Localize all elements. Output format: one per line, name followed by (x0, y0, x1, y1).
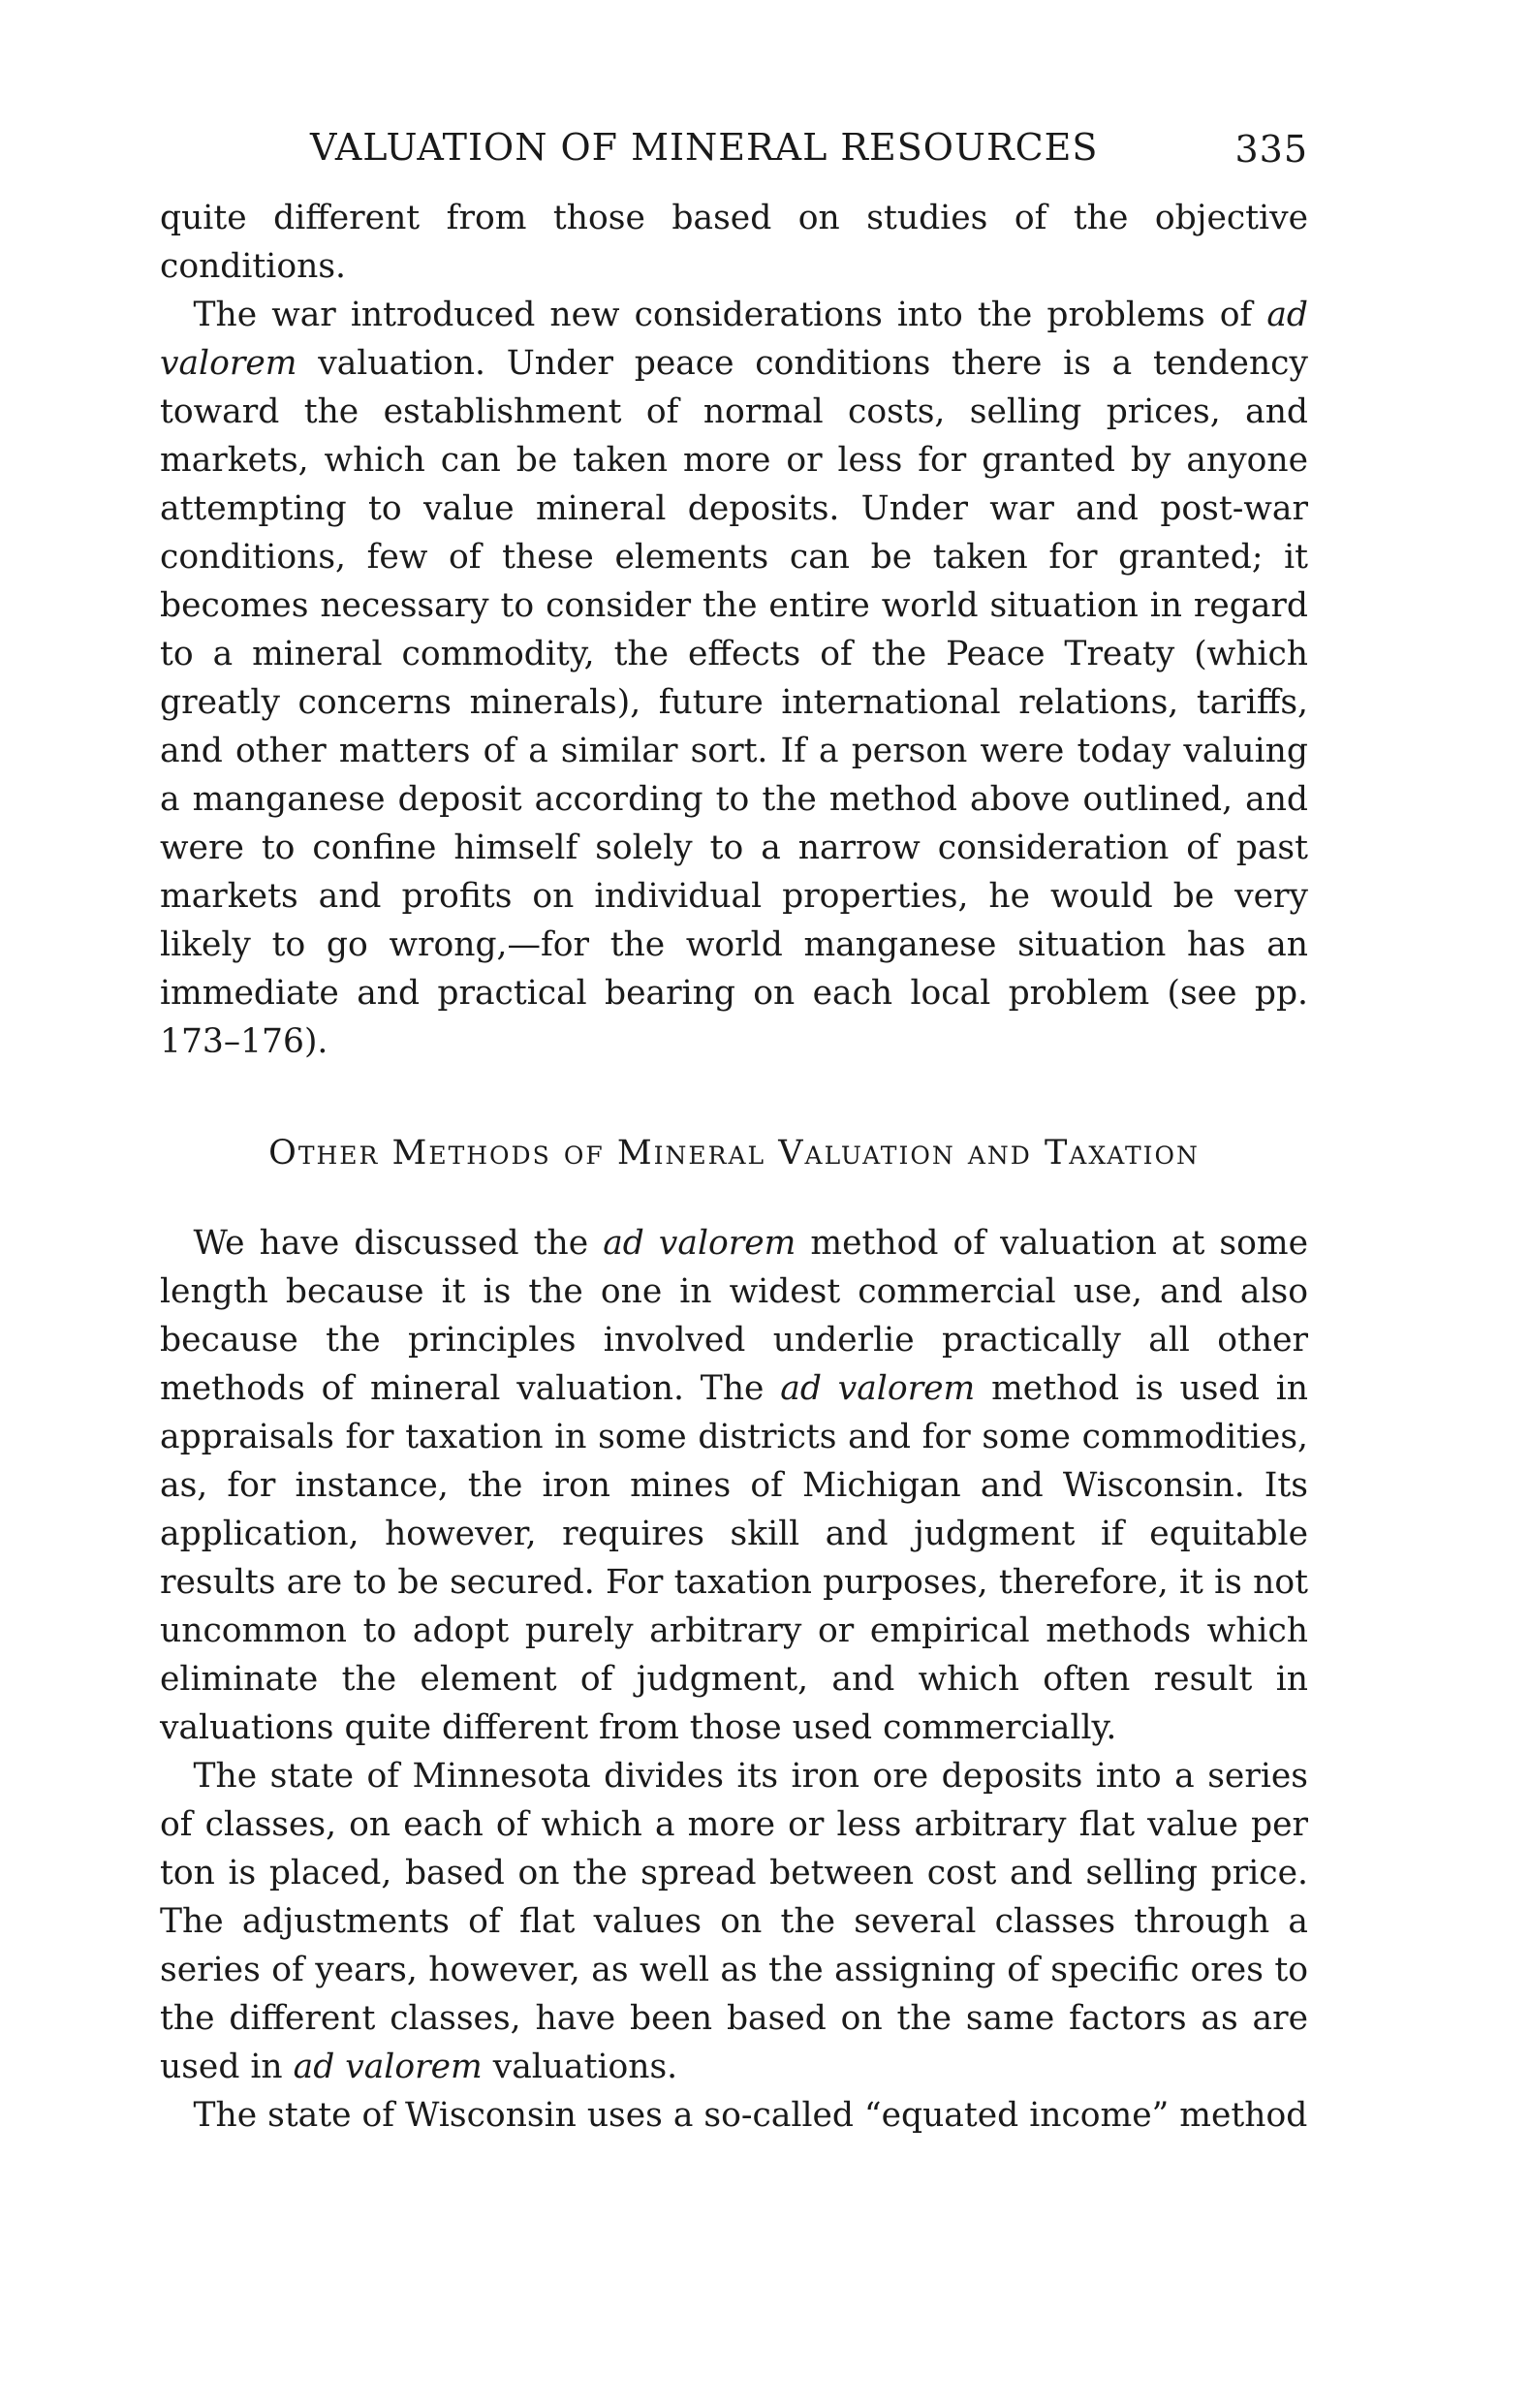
running-title: VALUATION OF MINERAL RESOURCES (310, 126, 1099, 169)
italic-term: ad valorem (160, 296, 1308, 383)
paragraph-ad-valorem (160, 1219, 1308, 1752)
body-text (160, 194, 1308, 2140)
italic-term: ad valorem (293, 2048, 483, 2086)
paragraph-text: The state of Wisconsin uses a so-called “equated income” method (193, 2096, 1308, 2135)
paragraph-wisconsin (160, 2091, 1308, 2140)
page-number: 335 (1234, 128, 1308, 171)
paragraph-text: valuation. Under peace conditions there is a tendency toward the establishment of normal costs, selling prices, and markets, which can be taken more or less for granted by anyone attempting to value mineral deposits. Under war and post-war conditions, few of these elements can be taken for granted; it becomes necessary to consider the entire world situation in regard to a mineral commodity, the effects of the Peace Treaty (which greatly concerns minerals), future international relations, tariffs, and other matters of a similar sort. If a person were today valuing a manganese deposit according to the method above outlined, and were to confine himself solely to a narrow consideration of past markets and profits on individual properties, he would be very likely to go wrong,—for the world manganese situation has an immediate and practical bearing on each local problem (see pp. 173–176). (160, 344, 1308, 1061)
paragraph-text: method of valuation at some length because it is the one in widest commercial use, and also because the principles involved underlie practically all other methods of mineral valuation. The (160, 1224, 1309, 1408)
paragraph-text: valuations. (482, 2048, 678, 2086)
paragraph-text: quite different from those based on studies of the objective conditions. (160, 199, 1308, 286)
running-head (160, 126, 1308, 194)
paragraph-text: The war introduced new considerations into the problems of (193, 296, 1267, 334)
paragraph-war (160, 291, 1308, 1066)
paragraph-minnesota (160, 1752, 1308, 2091)
paragraph-continuation (160, 194, 1308, 291)
paragraph-text: We have discussed the (193, 1224, 604, 1263)
book-page (160, 126, 1308, 2140)
italic-term: ad valorem (603, 1224, 796, 1263)
section-heading: Other Methods of Mineral Valuation and Taxation (268, 1134, 1200, 1173)
paragraph-text: The state of Minnesota divides its iron ore deposits into a series of classes, on each of which a more or less arbitrary flat value per ton is placed, based on the spread between cost and selling price. The adjustments of flat values on the several classes through a series of years, however, as well as the assigning of specific ores to the different classes, have been based on the same factors as are used in (160, 1757, 1308, 2086)
paragraph-text: method is used in appraisals for taxation in some districts and for some commodities, as, for instance, the iron mines of Michigan and Wisconsin. Its application, however, requires skill and judgment if equitable results are to be secured. For taxation purposes, therefore, it is not uncommon to adopt purely arbitrary or empirical methods which eliminate the element of judgment, and which often result in valuations quite different from those used commercially. (160, 1369, 1309, 1747)
italic-term: ad valorem (780, 1369, 976, 1408)
